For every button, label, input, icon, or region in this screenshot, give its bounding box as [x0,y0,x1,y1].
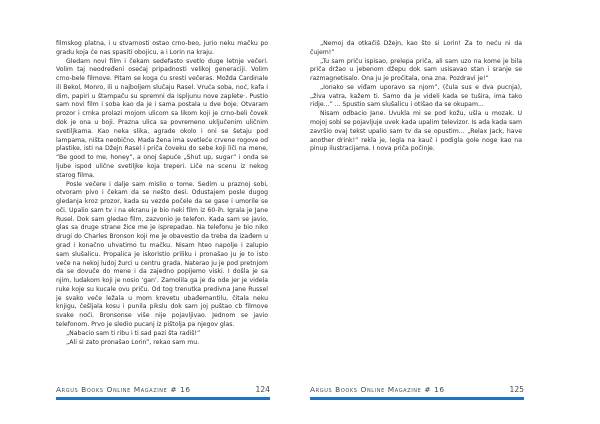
paragraph: filmskog platna, i u stvarnosti ostao crno-beo, jurio neku mačku po gradu koja će nas spasiti obojicu, a i Lorin na kraju. [56,40,268,56]
page-number: 124 [255,385,270,394]
paragraph: „Nabacio sam ti ribu i ti sad pazi šta radiš!” [66,329,201,337]
footer-rule [56,397,270,400]
page-footer [56,384,270,396]
paragraph: Nisam odbacio Jane. Uvukla mi se pod kožu, ušla u mozak. U mojoj sobi se pojavljuje uvek kada upalim televizor. Is ada kada sam završio ovaj tekst upalio sam tv da se opustim... „Relax Jack, have another drink!” rekla je, legla na kauč i podigla gole noge kao na pinup ilustracijama. I nova priča počinje. [310,110,522,153]
magazine-title: Argus Books Online Magazine # 16 [56,385,191,394]
page-number: 125 [509,385,524,394]
paragraph: Gledam novi film i čekam sedefasto svetlo duge letnje večeri. Volim taj neodređeni osećaj pripadnosti velikoj generaciji. Volim crno-bele filmove. Pitam se koga ću sresti večeras. Možda Cardinale ili Bekol, Monro, ili u najboljem slučaju Rasel. Vruća soba, noć, kafa i dim, papiri u štampaču su spremni da ispljunu novе zapleteˑ. Pustio sam novi film i soba kao da je i sama postala u dve boje. Otvaram prozor i crnka prolazi mojom ulicom sa likom koji je crno-beli čovek dok je ona u boji. Prazna ulica sa povremeno uključenim uličnim svetiljkama. Kao neka slika, agrade okolo i oni se šetaju pod lampama, ništa neobično. Mada žena ima svetleće crvene rogove od plastike, isti na Džejn Rasel i priča čoveku do sebe koji liči na mene, “Be good to me, honey”, a onoj šapuće „Shut up, sugar” i onda se ljube ispod ulične svetiljke koja treperi. Liče na scenu iz nekog starog filma. [56,57,268,179]
page-footer [310,384,524,396]
magazine-title: Argus Books Online Magazine # 16 [310,385,445,394]
paragraph: „Ali si zato pronašao Lorin”, rekao sam mu. [66,338,200,346]
paragraph: „Tu sam priču ispisao, prelepa priča, ali sam uzo na kome je bila priča držao u jebenom džepu dok sam usisavao stan i sranje se razmagnetisalo. Ona ju je pročitala, ona zna. Pozdravi je!” [310,57,522,83]
paragraph: „Ionako se viđam uporavo sa njom”, (čula sus e dva pucnja), „živa vatra, kažem ti. Samo da je videli kada se tušira, ima tako ridje...” ... Spustio sam slušalicu i otišao da se okupam... [310,83,522,109]
left-page-text [56,40,268,347]
right-page-text [310,40,522,154]
paragraph: „Nemoj da otkačiš Džejn, kao što si Lorin! Za to neću ni da čujem!” [310,40,522,56]
right-page [300,0,600,424]
footer-rule [310,397,524,400]
paragraph: Posle večere i dalje sam mislio o tome. Sedim u praznoj sobi, otvoram pivo i čekam da se nešto desi. Odustajem posle dugog gledanja kroz prozor, kada su vezde počele da se gase i umorile se oči. Upalio sam tv i na ekranu je bio neki film iz 60-ih. Igrala je Jane Rusel. Dok sam gledao film, zazvonio je telefon. Kada sam se javio, glas sa druge strane žice me je isprepadao. Na telefonu je bio niko drugi do Charles Bronson koji me je obavestio da treba da izađem u grad i konačno uhvatimo tu mačku. Nisam hteo napolje i zalupio sam slušalicu. Propalica je iskoristio priliku i pronašao ju je to isto veče na nekoj ludoj žurci u centru grada. Naterao ju je pod pretnjom da se dovuče do mene i da zajedno popijemo viski. I došla je sa njim, ludakom koji je nosio ‘gan’. Zamolila ga je da ode jer je videla ruke koje su kucale ovu priču. Od tog trenutka predivna Jane Russel je svako veče ležala u mom krevetu ubađemantilu, čitala neku knjigu, češljala kosu i punila pikslu dok sam joj puštao cb filmove svake noći. Bronsonse više nije pojavljivao. Jednom se javio telefonom. Prvo je sledio pucanj iz pištolja pa njegov glas. [56,180,268,328]
